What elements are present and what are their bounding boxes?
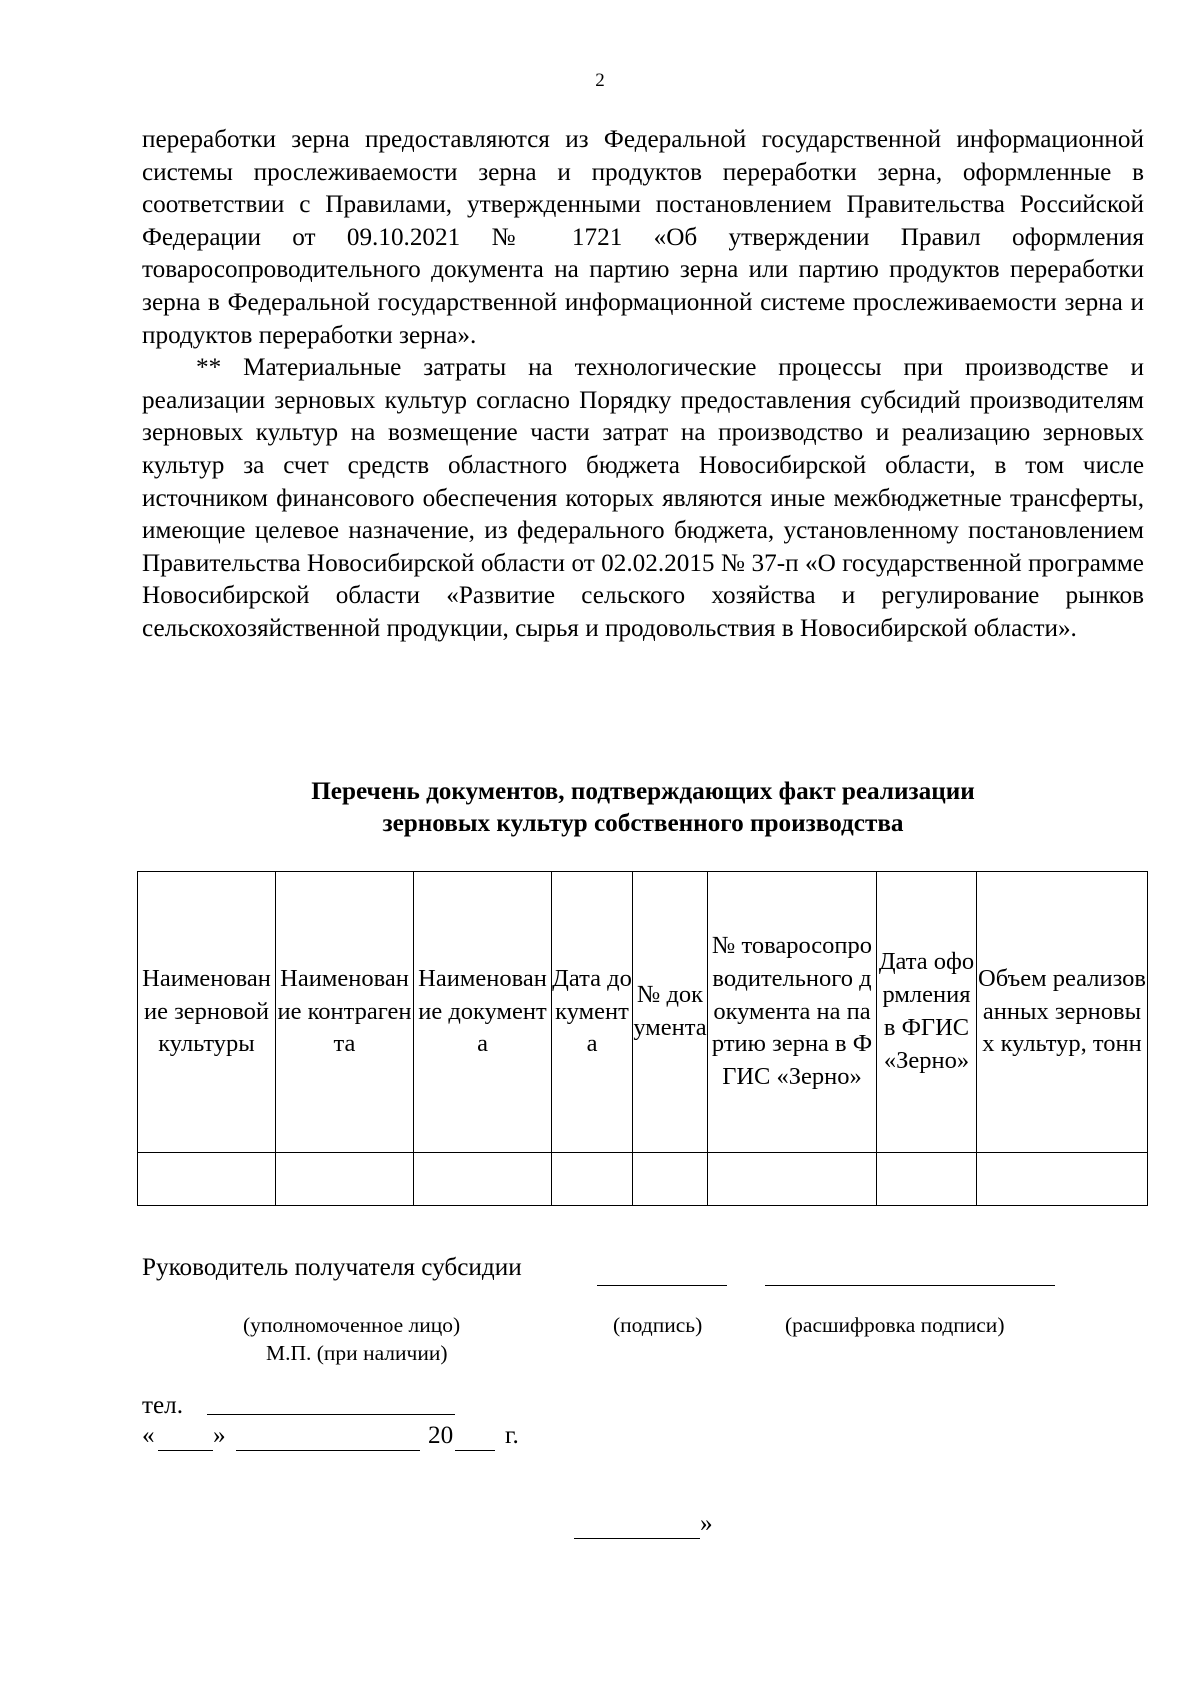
date-year-suffix: г. [505, 1422, 519, 1449]
phone-label: тел. [142, 1392, 184, 1419]
date-year-prefix: 20 [428, 1422, 454, 1449]
authorized-person-caption: (уполномоченное лицо) [243, 1313, 461, 1337]
section-title-line-1: Перечень документов, подтверждающих факт реализации [311, 778, 975, 805]
transcript-caption: (расшифровка подписи) [785, 1313, 1005, 1337]
table-header-row [138, 872, 1148, 1153]
date-open-quote: « [142, 1422, 155, 1449]
header-document-name: Наименование документа [414, 872, 552, 1153]
header-counterparty: Наименование контрагента [276, 872, 414, 1153]
date-line [142, 1420, 542, 1452]
header-sold-volume: Объем реализованных зерновых культур, тонн [977, 872, 1148, 1153]
stamp-caption: М.П. (при наличии) [266, 1341, 448, 1365]
table-cell[interactable] [977, 1153, 1148, 1206]
phone-line[interactable] [207, 1414, 455, 1415]
signature-line[interactable] [597, 1285, 727, 1286]
header-registration-date: Дата оформления в ФГИС «Зерно» [877, 872, 977, 1153]
signature-caption: (подпись) [613, 1313, 703, 1337]
table-cell[interactable] [414, 1153, 552, 1206]
table-row [138, 1153, 1148, 1206]
header-crop-name: Наименование зерновой культуры [138, 872, 276, 1153]
table-cell[interactable] [552, 1153, 633, 1206]
signature-transcript-line[interactable] [765, 1285, 1055, 1286]
paragraph-continuation: переработки зерна предоставляются из Федеральной государственной информационной системы прослеживаемости зерна и продуктов переработки зерна, оформленные в соответствии с Правилами, утвержденными постановлением Правительства Российской Федерации от 09.10.2021 № 1721 «Об утверждении Правил оформления товаросопроводительного документа на партию зерна или партию продуктов переработки зерна в Федеральной государственной информационной системе прослеживаемости зерна и продуктов переработки зерна». [142, 126, 1144, 349]
page-number: 2 [595, 70, 605, 91]
closing-line [574, 1538, 700, 1539]
paragraph-footnote: ** Материальные затраты на технологические процессы при производстве и реализации зерновых культур согласно Порядку предоставления субсидий производителям зерновых культур на возмещение части затрат на производство и реализацию зерновых культур за счет средств областного бюджета Новосибирской области, в том числе источником финансового обеспечения которых являются иные межбюджетные трансферты, имеющие целевое назначение, из федерального бюджета, установленному постановлением Правительства Новосибирской области от 02.02.2015 № 37-п «О государственной программе Новосибирской области «Развитие сельского хозяйства и регулирование рынков сельскохозяйственной продукции, сырья и продовольствия в Новосибирской области». [142, 354, 1144, 642]
body-text [142, 124, 1144, 646]
section-title [142, 776, 1144, 840]
header-document-date: Дата документа [552, 872, 633, 1153]
table-cell[interactable] [633, 1153, 708, 1206]
date-year-line[interactable] [455, 1450, 495, 1451]
date-month-line[interactable] [236, 1450, 420, 1451]
table-cell[interactable] [276, 1153, 414, 1206]
signature-label: Руководитель получателя субсидии [142, 1254, 522, 1281]
closing-mark: » [700, 1510, 713, 1537]
header-shipping-document-number: № товаросопроводительного документа на партию зерна в ФГИС «Зерно» [708, 872, 877, 1153]
date-day-line[interactable] [158, 1450, 213, 1451]
table-cell[interactable] [708, 1153, 877, 1206]
section-title-line-2: зерновых культур собственного производства [382, 810, 904, 837]
header-document-number: № документа [633, 872, 708, 1153]
table-cell[interactable] [138, 1153, 276, 1206]
table-cell[interactable] [877, 1153, 977, 1206]
date-close-quote: » [213, 1422, 226, 1449]
documents-table [137, 871, 1148, 1206]
